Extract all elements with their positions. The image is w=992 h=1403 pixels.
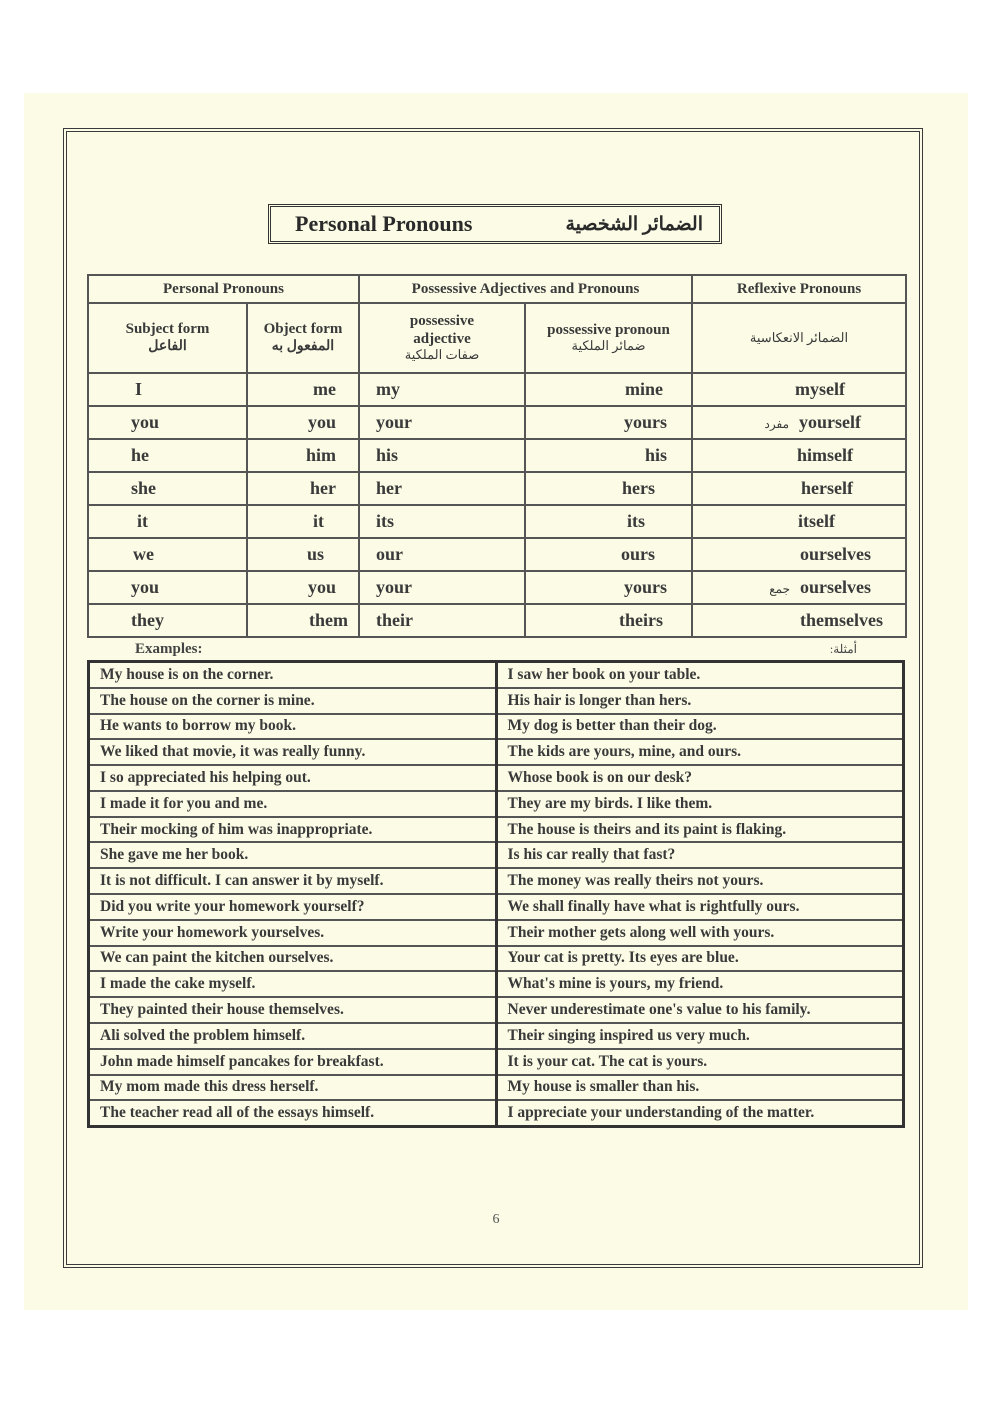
cell-reflexive xyxy=(692,406,906,439)
cell-reflexive-text: herself xyxy=(801,478,854,498)
example-sentence: We liked that movie, it was really funny. xyxy=(90,740,495,766)
example-sentence: Whose book is on our desk? xyxy=(498,766,903,792)
example-sentence: Write your homework yourselves. xyxy=(90,921,495,947)
table-row xyxy=(88,604,906,637)
group-header-personal: Personal Pronouns xyxy=(88,275,359,303)
group-header-row xyxy=(88,275,906,303)
example-sentence: I so appreciated his helping out. xyxy=(90,766,495,792)
sub-header-adjective xyxy=(359,303,525,373)
sub-header-subject-en: Subject form xyxy=(125,321,210,338)
example-sentence: She gave me her book. xyxy=(90,843,495,869)
example-sentence: Your cat is pretty. Its eyes are blue. xyxy=(498,947,903,973)
cell-subject: he xyxy=(88,439,247,472)
cell-reflexive xyxy=(692,439,906,472)
cell-adjective: its xyxy=(359,505,525,538)
example-sentence: The teacher read all of the essays himself. xyxy=(100,1104,375,1122)
title-box xyxy=(268,204,722,244)
table-row xyxy=(88,439,906,472)
examples-label: Examples: xyxy=(135,640,203,657)
sub-header-pronoun-ar: ضمائر الملكية xyxy=(571,338,646,354)
pronoun-table xyxy=(87,274,907,638)
cell-subject: they xyxy=(88,604,247,637)
example-sentence: My house is smaller than his. xyxy=(498,1076,903,1102)
cell-adjective: his xyxy=(359,439,525,472)
cell-adjective: our xyxy=(359,538,525,571)
sub-header-adjective-ar: صفات الملكية xyxy=(404,346,480,362)
table-row xyxy=(88,472,906,505)
cell-adjective: her xyxy=(359,472,525,505)
table-row xyxy=(88,505,906,538)
example-sentence: Is his car really that fast? xyxy=(498,843,903,869)
sub-header-subject-ar: الفاعل xyxy=(148,338,187,354)
example-sentence: It is not difficult. I can answer it by myself. xyxy=(90,869,495,895)
example-sentence: My mom made this dress herself. xyxy=(90,1076,495,1102)
cell-note: جمع xyxy=(769,582,791,596)
example-sentence: John made himself pancakes for breakfast. xyxy=(90,1050,495,1076)
example-sentence: What's mine is yours, my friend. xyxy=(498,972,903,998)
table-row xyxy=(88,406,906,439)
cell-object: you xyxy=(247,571,359,604)
cell-pronoun: hers xyxy=(525,472,692,505)
cell-adjective: their xyxy=(359,604,525,637)
cell-subject: you xyxy=(88,406,247,439)
example-sentence: They painted their house themselves. xyxy=(90,998,495,1024)
cell-pronoun: his xyxy=(525,439,692,472)
cell-reflexive xyxy=(692,373,906,406)
group-header-possessive: Possessive Adjectives and Pronouns xyxy=(359,275,692,303)
cell-adjective: my xyxy=(359,373,525,406)
example-sentence: The house on the corner is mine. xyxy=(90,689,495,715)
cell-object: you xyxy=(247,406,359,439)
cell-object: him xyxy=(247,439,359,472)
example-sentence: My house is on the corner. xyxy=(90,663,495,689)
cell-object: it xyxy=(247,505,359,538)
example-sentence: It is your cat. The cat is yours. xyxy=(498,1050,903,1076)
cell-pronoun: its xyxy=(525,505,692,538)
cell-reflexive xyxy=(692,571,906,604)
group-header-reflexive: Reflexive Pronouns xyxy=(692,275,906,303)
cell-reflexive-text: yourself xyxy=(799,412,862,432)
cell-reflexive xyxy=(692,472,906,505)
cell-reflexive-text: ourselves xyxy=(800,577,872,597)
cell-reflexive-text: myself xyxy=(795,379,846,399)
example-sentence: His hair is longer than hers. xyxy=(498,689,903,715)
page-number: 6 xyxy=(492,1212,500,1227)
example-sentence: I saw her book on your table. xyxy=(498,663,903,689)
title-english: Personal Pronouns xyxy=(295,211,473,236)
cell-object: me xyxy=(247,373,359,406)
examples-left-column xyxy=(90,663,495,1125)
example-sentence: The money was really theirs not yours. xyxy=(498,869,903,895)
cell-reflexive xyxy=(692,505,906,538)
example-sentence: We can paint the kitchen ourselves. xyxy=(90,947,495,973)
cell-object: us xyxy=(247,538,359,571)
examples-label-ar: أمثلة: xyxy=(829,641,857,656)
sub-header-subject xyxy=(88,303,247,373)
examples-heading xyxy=(87,638,905,660)
cell-subject: it xyxy=(88,505,247,538)
examples-table xyxy=(87,660,905,1128)
cell-reflexive-text: themselves xyxy=(800,610,884,630)
cell-adjective: your xyxy=(359,571,525,604)
cell-reflexive-text: himself xyxy=(797,445,854,465)
sub-header-reflexive-ar: الضمائر الانعكاسية xyxy=(749,329,849,345)
sub-header-object-en: Object form xyxy=(263,321,343,338)
example-sentence: I made it for you and me. xyxy=(90,792,495,818)
example-sentence: I made the cake myself. xyxy=(90,972,495,998)
sub-header-object-ar: المفعول به xyxy=(271,338,335,354)
example-sentence: Their singing inspired us very much. xyxy=(498,1024,903,1050)
examples-right-column xyxy=(495,663,903,1125)
cell-reflexive xyxy=(692,538,906,571)
sub-header-object xyxy=(247,303,359,373)
cell-pronoun: mine xyxy=(525,373,692,406)
title-arabic: الضمائر الشخصية xyxy=(565,213,703,235)
example-sentence: Their mocking of him was inappropriate. xyxy=(90,818,495,844)
example-sentence: We shall finally have what is rightfully ours. xyxy=(498,895,903,921)
example-sentence: Never underestimate one's value to his family. xyxy=(498,998,903,1024)
table-row xyxy=(88,571,906,604)
sub-header-row xyxy=(88,303,906,373)
example-sentence: Ali solved the problem himself. xyxy=(90,1024,495,1050)
sub-header-pronoun xyxy=(525,303,692,373)
cell-pronoun: theirs xyxy=(525,604,692,637)
cell-subject: you xyxy=(88,571,247,604)
table-row xyxy=(88,373,906,406)
cell-subject: I xyxy=(88,373,247,406)
cell-note: مفرد xyxy=(764,417,790,431)
example-sentence: Did you write your homework yourself? xyxy=(90,895,495,921)
example-sentence: I appreciate your understanding of the matter. xyxy=(507,1104,815,1122)
sub-header-pronoun-en: possessive pronoun xyxy=(547,321,670,338)
cell-pronoun: ours xyxy=(525,538,692,571)
cell-subject: we xyxy=(88,538,247,571)
sub-header-reflexive xyxy=(692,303,906,373)
cell-pronoun: yours xyxy=(525,571,692,604)
cell-reflexive-text: ourselves xyxy=(800,544,872,564)
cell-reflexive xyxy=(692,604,906,637)
example-sentence: The house is theirs and its paint is flaking. xyxy=(498,818,903,844)
sub-header-adjective-en: possessive adjective xyxy=(409,313,475,347)
cell-pronoun: yours xyxy=(525,406,692,439)
table-row xyxy=(88,538,906,571)
example-sentence: They are my birds. I like them. xyxy=(498,792,903,818)
example-sentence: The kids are yours, mine, and ours. xyxy=(498,740,903,766)
cell-subject: she xyxy=(88,472,247,505)
cell-reflexive-text: itself xyxy=(798,511,836,531)
cell-adjective: your xyxy=(359,406,525,439)
example-sentence: Their mother gets along well with yours. xyxy=(498,921,903,947)
example-sentence: My dog is better than their dog. xyxy=(498,715,903,741)
example-sentence: He wants to borrow my book. xyxy=(90,715,495,741)
cell-object: them xyxy=(247,604,359,637)
cell-object: her xyxy=(247,472,359,505)
